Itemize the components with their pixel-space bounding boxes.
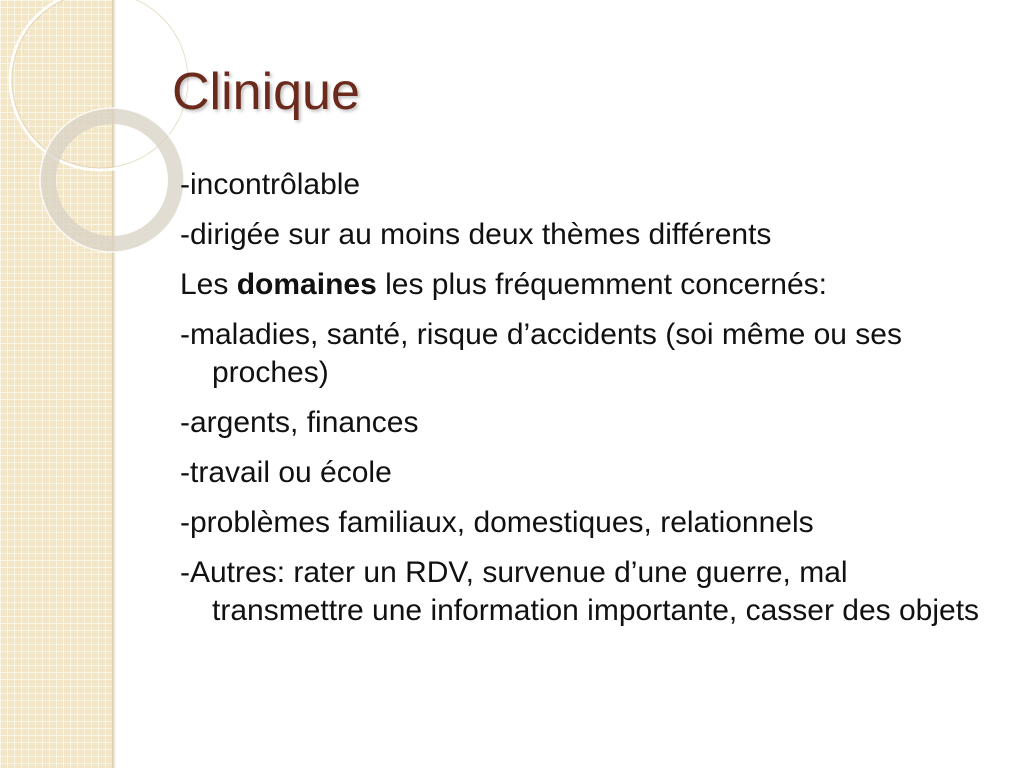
bullet-item: -problèmes familiaux, domestiques, relationnels xyxy=(180,506,814,539)
sidebar-edge xyxy=(112,0,116,768)
bullet-item: -maladies, santé, risque d’accidents (soi même ou ses proches) xyxy=(180,318,902,389)
domains-prefix: Les xyxy=(180,268,237,301)
slide-title: Clinique xyxy=(172,63,360,121)
bullet-item: -argents, finances xyxy=(180,406,419,439)
bullet-item: -Autres: rater un RDV, survenue d’une guerre, mal transmettre une information importante, casser des objets xyxy=(180,556,980,627)
domains-bold-word: domaines xyxy=(236,268,377,301)
bullet-item: -dirigée sur au moins deux thèmes différents xyxy=(180,218,772,251)
domains-suffix: les plus fréquemment concernés: xyxy=(376,268,827,301)
bullet-item-domains xyxy=(180,266,1000,304)
slide-body xyxy=(180,166,1000,642)
bullet-item: -travail ou école xyxy=(180,456,392,489)
decorative-sidebar xyxy=(0,0,112,768)
bullet-item: -incontrôlable xyxy=(180,168,361,201)
